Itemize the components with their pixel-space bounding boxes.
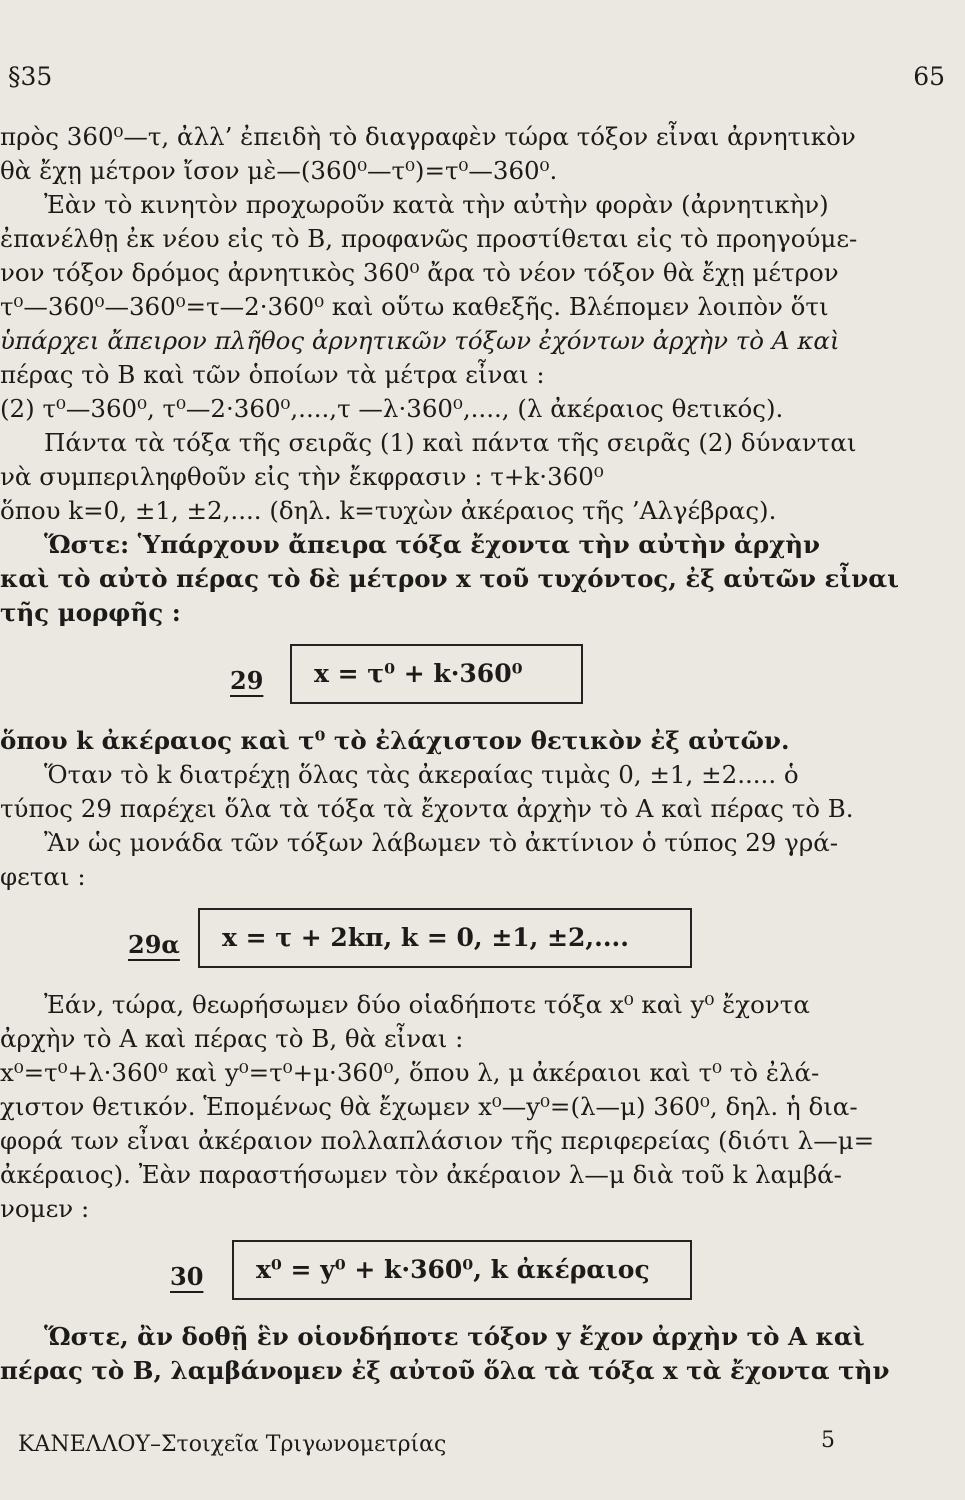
text-line: νον τόξον δρόμος ἀρνητικὸς 360⁰ ἄρα τὸ νέον τόξον θὰ ἔχῃ μέτρον: [0, 258, 839, 287]
text-line: χιστον θετικόν. Ἑπομένως θὰ ἔχωμεν x⁰—y⁰=(λ—μ) 360⁰, δηλ. ἡ δια-: [0, 1092, 858, 1121]
text-line: τύπος 29 παρέχει ὅλα τὰ τόξα τὰ ἔχοντα ἀρχὴν τὸ Α καὶ πέρας τὸ Β.: [0, 794, 854, 823]
formula-frame: [198, 908, 692, 968]
text-line: ἀκέραιος). Ἐὰν παραστήσωμεν τὸν ἀκέραιον λ—μ διὰ τοῦ k λαμβά-: [0, 1160, 842, 1189]
formula-29a-box: [0, 908, 855, 978]
formula-expression: x = τ + 2kπ, k = 0, ±1, ±2,....: [222, 923, 629, 952]
text-line: ὑπάρχει ἄπειρον πλῆθος ἀρνητικῶν τόξων ἐχόντων ἀρχὴν τὸ Α καὶ: [0, 326, 840, 355]
conclusion-line: τῆς μορφῆς :: [0, 598, 181, 627]
conclusion-line: ὅπου k ἀκέραιος καὶ τ⁰ τὸ ἐλάχιστον θετικὸν ἐξ αὐτῶν.: [0, 726, 790, 755]
conclusion-line: καὶ τὸ αὐτὸ πέρας τὸ δὲ μέτρον x τοῦ τυχόντος, ἐξ αὐτῶν εἶναι: [0, 564, 899, 593]
formula-number: 29: [230, 666, 264, 695]
text-line: Ἐάν, τώρα, θεωρήσωμεν δύο οἱαδήποτε τόξα x⁰ καὶ y⁰ ἔχοντα: [44, 990, 810, 1019]
formula-expression: x = τ⁰ + k·360⁰: [314, 659, 523, 688]
text-line: Ὅταν τὸ k διατρέχῃ ὅλας τὰς ἀκεραίας τιμὰς 0, ±1, ±2..... ὁ: [44, 760, 799, 789]
conclusion-line: Ὥστε, ἂν δοθῇ ἓν οἱονδήποτε τόξον y ἔχον ἀρχὴν τὸ Α καὶ: [44, 1322, 865, 1351]
formula-expression: x⁰ = y⁰ + k·360⁰, k ἀκέραιος: [256, 1255, 650, 1284]
page-number: 65: [913, 62, 945, 91]
text-line: ἐπανέλθῃ ἐκ νέου εἰς τὸ Β, προφανῶς προστίθεται εἰς τὸ προηγούμε-: [0, 224, 858, 253]
text-line: Ἂν ὡς μονάδα τῶν τόξων λάβωμεν τὸ ἀκτίνιον ὁ τύπος 29 γρά-: [44, 828, 839, 857]
conclusion-line: πέρας τὸ Β, λαμβάνομεν ἐξ αὐτοῦ ὅλα τὰ τόξα x τὰ ἔχοντα τὴν: [0, 1356, 890, 1385]
text-line: ὅπου k=0, ±1, ±2,.... (δηλ. k=τυχὼν ἀκέραιος τῆς ’Αλγέβρας).: [0, 496, 777, 525]
text-line: θὰ ἔχῃ μέτρον ἴσον μὲ—(360⁰—τ⁰)=τ⁰—360⁰.: [0, 156, 558, 185]
page-header: [8, 62, 945, 92]
page-body: [0, 120, 899, 1388]
text-line: νομεν :: [0, 1194, 90, 1223]
text-line: φορά των εἶναι ἀκέραιον πολλαπλάσιον τῆς περιφερείας (διότι λ—μ=: [0, 1126, 875, 1155]
text-line: τ⁰—360⁰—360⁰=τ—2·360⁰ καὶ οὕτω καθεξῆς. Βλέπομεν λοιπὸν ὅτι: [0, 292, 829, 321]
section-number: §35: [8, 62, 53, 91]
text-line: ἀρχὴν τὸ Α καὶ πέρας τὸ Β, θὰ εἶναι :: [0, 1024, 464, 1053]
text-line: Ἐὰν τὸ κινητὸν προχωροῦν κατὰ τὴν αὐτὴν φορὰν (ἀρνητικὴν): [44, 190, 829, 219]
formula-number: 30: [170, 1262, 204, 1291]
text-line: Πάντα τὰ τόξα τῆς σειρᾶς (1) καὶ πάντα τῆς σειρᾶς (2) δύνανται: [44, 428, 857, 457]
conclusion-line: Ὥστε: Ὑπάρχουν ἄπειρα τόξα ἔχοντα τὴν αὐτὴν ἀρχὴν: [44, 530, 821, 559]
book-title: ΚΑΝΕΛΛΟΥ–Στοιχεῖα Τριγωνομετρίας: [18, 1432, 447, 1457]
text-line: πέρας τὸ Β καὶ τῶν ὁποίων τὰ μέτρα εἶναι :: [0, 360, 545, 389]
formula-number: 29α: [128, 930, 180, 959]
text-line: πρὸς 360⁰—τ, ἀλλ’ ἐπειδὴ τὸ διαγραφὲν τώρα τόξον εἶναι ἀρνητικὸν: [0, 122, 856, 151]
text-line: φεται :: [0, 862, 86, 891]
page-footer: [18, 1428, 835, 1466]
formula-30-box: [0, 1240, 855, 1310]
formula-frame: [232, 1240, 692, 1300]
text-line: νὰ συμπεριληφθοῦν εἰς τὴν ἔκφρασιν : τ+k·360⁰: [0, 462, 604, 491]
formula-29-box: [0, 644, 855, 714]
signature-number: 5: [821, 1428, 835, 1453]
formula-frame: [290, 644, 583, 704]
text-line: x⁰=τ⁰+λ·360⁰ καὶ y⁰=τ⁰+μ·360⁰, ὅπου λ, μ ἀκέραιοι καὶ τ⁰ τὸ ἐλά-: [0, 1058, 820, 1087]
series-2-line: (2) τ⁰—360⁰, τ⁰—2·360⁰,....,τ —λ·360⁰,...., (λ ἀκέραιος θετικός).: [0, 394, 784, 423]
